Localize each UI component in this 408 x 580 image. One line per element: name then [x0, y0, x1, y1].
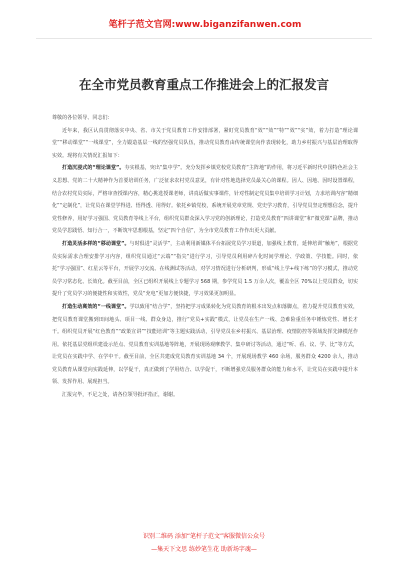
document-title: 在全市党员教育重点工作推进会上的汇报发言	[78, 77, 329, 92]
salutation: 尊敬的各位领导、同志们：	[52, 115, 113, 121]
section-paragraph	[52, 238, 358, 301]
section-paragraph	[52, 162, 358, 238]
document-body	[52, 112, 358, 512]
section-heading: 打造生动离效的“一线课堂”。	[62, 303, 130, 310]
section-heading: 打造沉浸式的“理论课堂”。	[62, 165, 125, 172]
section-body: 夯实根基，突出“集中学”。充分发挥乡镇党校党员教育“主阵地”的作用，将习近平新时代中国特色社会主义思想、党的二十大精神作为首要培训任务，广泛征求农村党员意见，有针对性地选择党员最关心的课程。因人、因地、因时设置课程，结合农村党员实际，严格审查授课内容，精心挑选授课老师，讲真话做实事课件，针对性制定党员集中培训学习计划，力求培训内容“精细化”“定制化”，让党员在课堂学得进、悟得透、用得好。依托乡镇党校，系统开展党章党规、党史学习教育，引导党员坚定理想信念，提升党性修养，用好学习强国、党员教育等线上平台，组织党员群众深入学习党的创新理论，打造党员教育“四讲课堂”和“微党课”品牌，推动党员学思践悟、知行合一，不断筑牢思想根基，坚定“四个自信”，为全市党员教育工作作出更大贡献。	[52, 165, 358, 235]
footer-slogan: —集天下文思 练妙笔生花 助新场字魂—	[151, 546, 257, 553]
section-body: 与时俱进“灵活学”，主动利用新媒体平台拓展党员学习渠道，加强线上教育，延伸培训“触角”，根据党员实际需求合理安排学习内容，组织党员通过“云端”“指尖”进行学习，引导党员利用碎片化时间学理论、学政策、学技能。同时，依托“学习强国”、红星云等平台，开展学习交流、在线测试等活动，对学习情况进行分析研判，形成“线上学+线下练”的学习模式，推动党员学习常态化、长效化。截至目前，全区已组织开展线上专题学习 568 期，参学党员 1.5 万余人次，覆盖全区 70%以上党员群众，切实提升了党员学习的便捷性和实效性，党员“充电”更加方便快捷，学习效果更加明显。	[52, 240, 358, 298]
closing-paragraph: 汇报完毕，不足之处，请各位领导批评指正，谢谢。	[62, 392, 179, 399]
section-body: 学以致用“结合学”，坚持把学习成果转化为党员教育的根本出发点和落脚点，着力提升党员教育实效，把党员教育课堂搬到田间地头、项目一线、群众身边，推行“党员+实践”模式，让党员在生产一线、急难险重任务中锤炼党性、增长才干。组织党员开展“红色教育”“政策宣讲”“技能培训”等主题实践活动，引导党员在乡村振兴、基层治理、疫情防控等领域发挥先锋模范作用。依托基层党组织建设示范点、党员教育实训基地等阵地，开展现场观摩教学、集中研讨等活动，通过“听、看、议、学、比”等方式，让党员在实践中学、在学中干。截至目前，全区共建成党员教育实训基地 34 个，开展现场教学 460 余场，服务群众 4200 余人，推动党员教育从课堂向实践延伸，以学促干，真正做到了学用结合、以学促干，不断增强党员服务群众的能力和水平，让党员在实践中提升本领、发挥作用、展现担当。	[52, 303, 358, 386]
section-heading: 打造灵活多样的“移动课堂”。	[62, 240, 130, 247]
header-divider	[36, 38, 372, 39]
site-banner: 笔杆子范文官网:www.biganzifanwen.com	[108, 20, 302, 30]
footer-qr-note: 识别二维码 添加“笔杆子范文”客服微信公众号	[142, 533, 266, 540]
intro-paragraph: 近年来，我区认真贯彻落实中央、省、市关于党员教育工作安排部署，紧盯党员教育“效”“效”“特”“效”“实”效，着力打造“理论课堂”“移动课堂”“一线课堂”，全力锻造基层一线的坚强党员队伍，推动党员教育由传统课堂向作表现转化，助力乡村振兴与基层治理取得实效。现将有关情况汇报如下：	[52, 127, 358, 159]
section-paragraph	[52, 301, 358, 389]
